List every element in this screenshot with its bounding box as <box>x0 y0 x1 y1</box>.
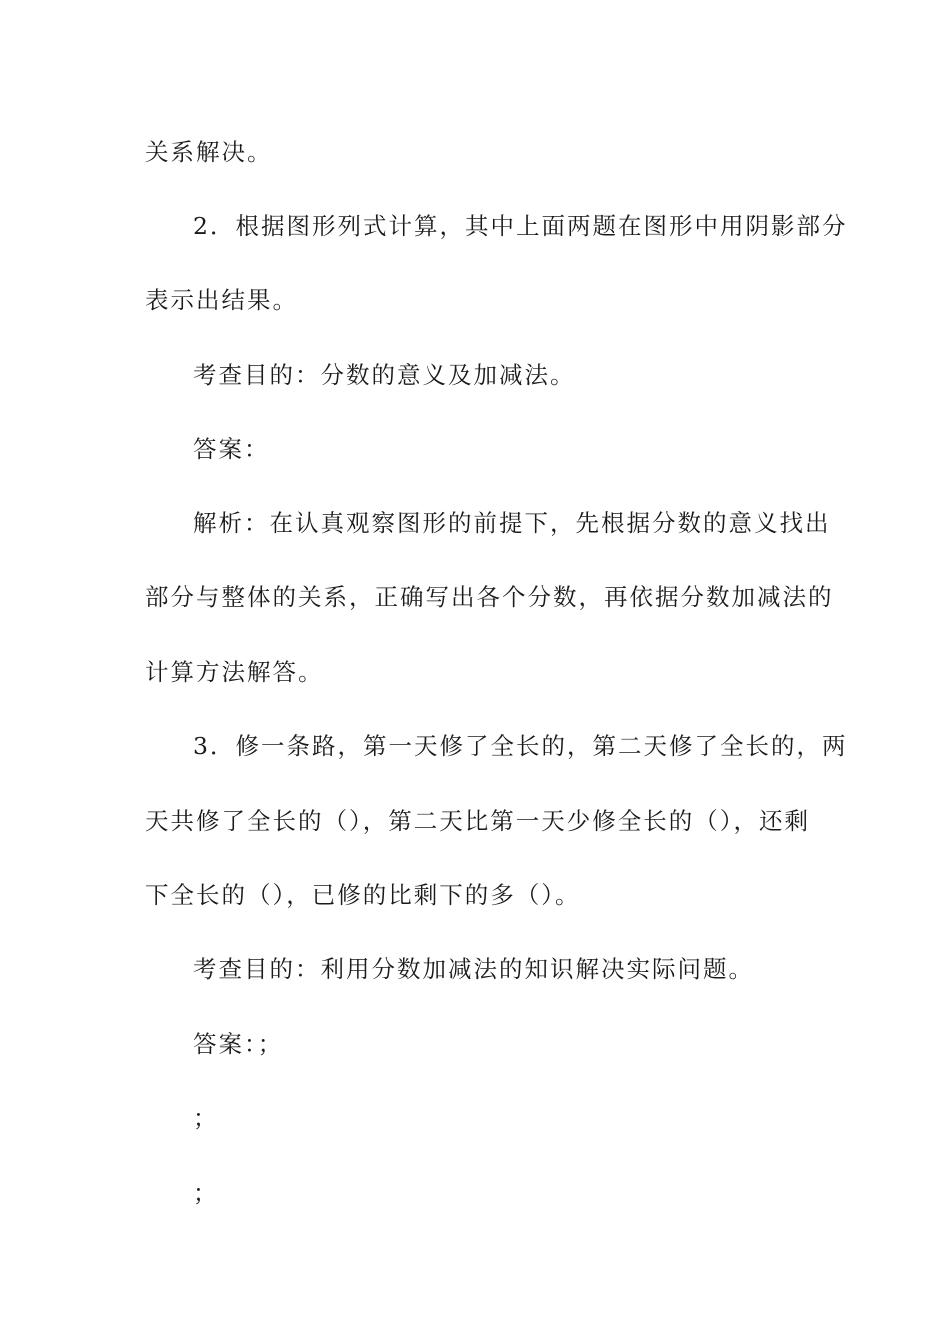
question-3-purpose: 考查目的：利用分数加减法的知识解决实际问题。 <box>193 955 754 983</box>
question-2-purpose: 考查目的：分数的意义及加减法。 <box>193 361 576 389</box>
question-3-answer-line-2: ； <box>193 1104 219 1132</box>
question-3-answer: 答案：； <box>193 1030 284 1058</box>
question-2-analysis-line-1: 解析：在认真观察图形的前提下，先根据分数的意义找出 <box>193 509 831 537</box>
question-3-answer-line-3: ； <box>193 1179 219 1207</box>
question-3-line-1: 3．修一条路，第一天修了全长的，第二天修了全长的，两 <box>193 732 848 760</box>
question-2-analysis-line-2: 部分与整体的关系，正确写出各个分数，再依据分数加减法的 <box>145 583 834 611</box>
question-2-line-1: 2．根据图形列式计算，其中上面两题在图形中用阴影部分 <box>193 212 848 240</box>
question-3-line-2: 天共修了全长的（），第二天比第一天少修全长的（），还剩 <box>145 807 810 835</box>
question-2-line-2: 表示出结果。 <box>145 286 298 314</box>
question-2-answer: 答案： <box>193 435 270 463</box>
text-line-1: 关系解决。 <box>145 138 273 166</box>
question-2-analysis-line-3: 计算方法解答。 <box>145 658 324 686</box>
question-3-line-3: 下全长的（），已修的比剩下的多（）。 <box>145 881 581 909</box>
